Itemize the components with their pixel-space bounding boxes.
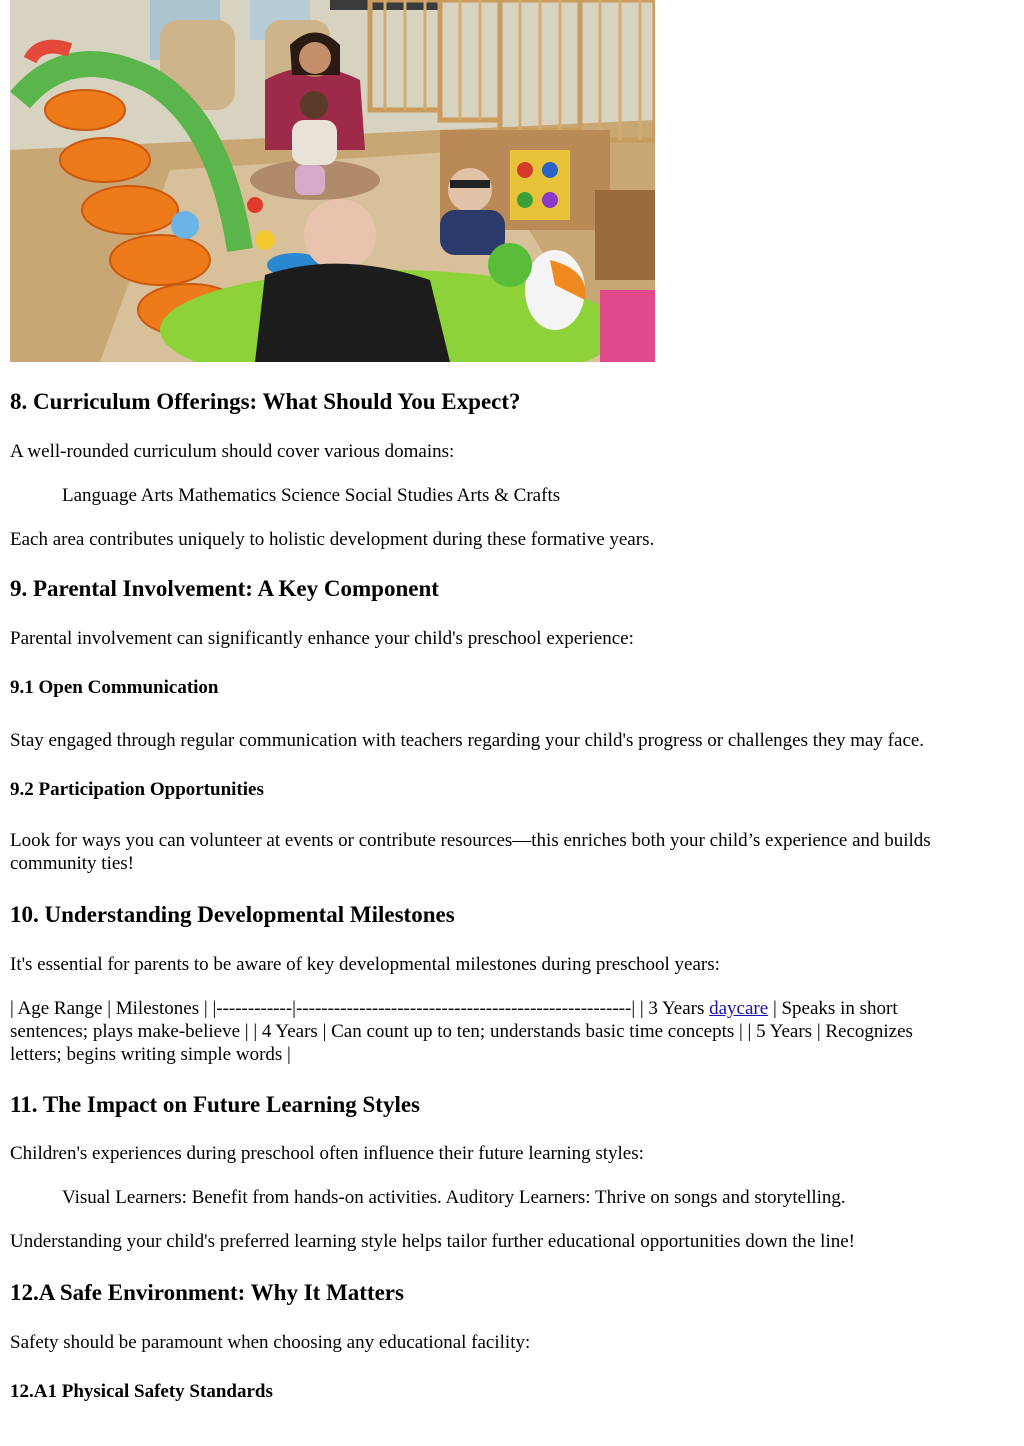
- section-11-outro: Understanding your child's preferred learning style helps tailor further educational opportunities down the line!: [10, 1231, 855, 1252]
- section-9-2-heading: 9.2 Participation Opportunities: [10, 779, 264, 800]
- section-9-intro: Parental involvement can significantly enhance your child's preschool experience:: [10, 628, 634, 649]
- section-9-1-heading: 9.1 Open Communication: [10, 677, 219, 698]
- section-8-list: Language Arts Mathematics Science Social Studies Arts & Crafts: [62, 485, 561, 506]
- milestones-table-line3: letters; begins writing simple words |: [10, 1044, 291, 1065]
- section-9-heading: 9. Parental Involvement: A Key Component: [10, 576, 439, 601]
- milestones-table-line2: sentences; plays make-believe | | 4 Years | Can count up to ten; understands basic time concepts | | 5 Years | Recognizes: [10, 1021, 913, 1042]
- section-8-intro: A well-rounded curriculum should cover various domains:: [10, 441, 455, 462]
- section-12-a1-heading: 12.A1 Physical Safety Standards: [10, 1381, 273, 1402]
- section-12-heading: 12.A Safe Environment: Why It Matters: [10, 1280, 404, 1305]
- section-9-2-text-line2: community ties!: [10, 853, 135, 874]
- milestones-table-line1: [10, 997, 898, 1020]
- classroom-photo: [10, 0, 655, 362]
- section-10-heading: 10. Understanding Developmental Milestones: [10, 902, 455, 927]
- section-9-2-text-line1: Look for ways you can volunteer at events or contribute resources—this enriches both your child’s experience and builds: [10, 830, 931, 851]
- daycare-link[interactable]: daycare: [709, 998, 769, 1019]
- section-8-outro: Each area contributes uniquely to holistic development during these formative years.: [10, 529, 655, 550]
- section-11-intro: Children's experiences during preschool often influence their future learning styles:: [10, 1143, 644, 1164]
- section-11-list: Visual Learners: Benefit from hands-on activities. Auditory Learners: Thrive on songs and storytelling.: [62, 1187, 846, 1208]
- section-12-intro: Safety should be paramount when choosing any educational facility:: [10, 1332, 531, 1353]
- milestones-table-text-b: | Speaks in short: [768, 998, 898, 1019]
- section-9-1-text: Stay engaged through regular communication with teachers regarding your child's progress or challenges they may face.: [10, 730, 925, 751]
- section-11-heading: 11. The Impact on Future Learning Styles: [10, 1092, 420, 1117]
- section-8-heading: 8. Curriculum Offerings: What Should You Expect?: [10, 389, 521, 414]
- milestones-table-text-a: | Age Range | Milestones | |------------|-----------------------------------------------------| | 3 Years: [10, 998, 710, 1019]
- section-10-intro: It's essential for parents to be aware of key developmental milestones during preschool years:: [10, 954, 720, 975]
